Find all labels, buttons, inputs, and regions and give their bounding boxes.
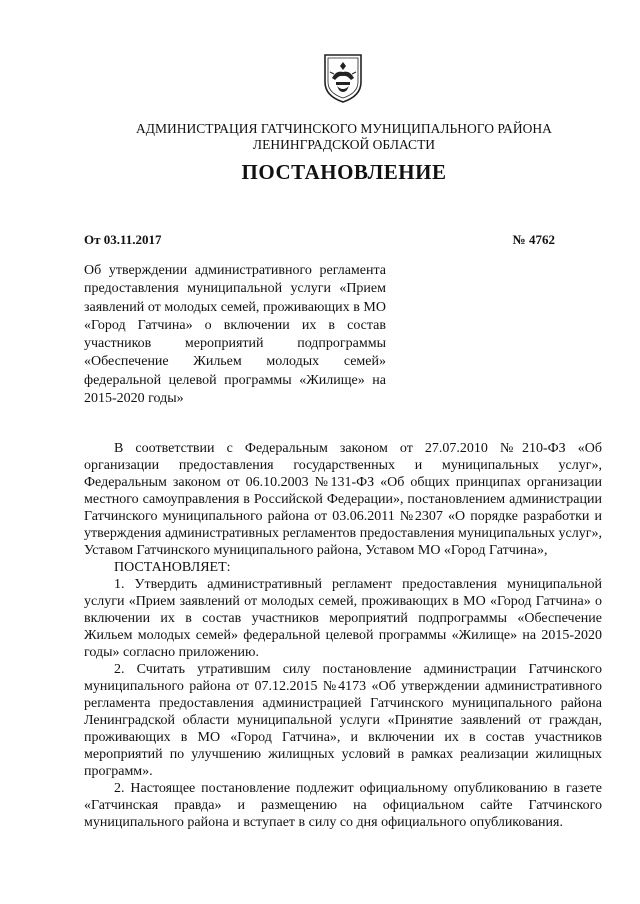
item-3-paragraph: 2. Настоящее постановление подлежит официальному опубликованию в газете «Гатчинская правда» и размещению на официальном сайте Гатчинского муниципального района и вступает в силу со дня официального опубликования. xyxy=(84,781,602,830)
organization-name: АДМИНИСТРАЦИЯ ГАТЧИНСКОГО МУНИЦИПАЛЬНОГО РАЙОНА xyxy=(136,121,552,136)
document-date: От 03.11.2017 xyxy=(84,232,162,247)
item-2-paragraph: 2. Считать утратившим силу постановление администрации Гатчинского муниципального района от 07.12.2015 №4173 «Об утверждении административного регламента предоставления администрацией Гатчинского муниципального района Ленинградской области муниципальной услуги «Принятие заявлений от граждан, проживающих в МО «Город Гатчина», и включении их в состав участников мероприятий по улучшению жилищных условий в рамках реализации жилищных программ». xyxy=(84,662,602,779)
document-number: № 4762 xyxy=(512,232,555,247)
item-1-paragraph: 1. Утвердить административный регламент предоставления муниципальной услуги «Прием заявлений от молодых семей, проживающих в МО «Город Гатчина» о включении их в состав участников мероприятий подпрограммы «Обеспечение Жильем молодых семей» федеральной целевой программы «Жилище» на 2015-2020 годы» согласно приложению. xyxy=(84,577,602,660)
organization-region: ЛЕНИНГРАДСКОЙ ОБЛАСТИ xyxy=(252,137,436,152)
document-subject: Об утверждении административного регламента предоставления муниципальной услуги «Прием заявлений от молодых семей, проживающих в МО «Город Гатчина» о включении их в состав участников мероприятий подпрограммы «Обеспечение Жильем молодых семей» федеральной целевой программы «Жилище» на 2015-2020 годы» xyxy=(84,263,386,407)
resolves-heading: ПОСТАНОВЛЯЕТ: xyxy=(114,560,231,575)
coat-of-arms-icon xyxy=(322,52,364,104)
document-title: ПОСТАНОВЛЕНИЕ xyxy=(241,160,447,184)
preamble-paragraph: В соответствии с Федеральным законом от 27.07.2010 №210-ФЗ «Об организации предоставления государственных и муниципальных услуг», Федеральным законом от 06.10.2003 №131-ФЗ «Об общих принципах организации местного самоуправления в Российской Федерации», постановлением администрации Гатчинского муниципального района от 03.06.2011 №2307 «О порядке разработки и утверждения административных регламентов предоставления муниципальных услуг», Уставом Гатчинского муниципального района, Уставом МО «Город Гатчина», xyxy=(84,441,602,558)
document-body xyxy=(84,440,602,831)
